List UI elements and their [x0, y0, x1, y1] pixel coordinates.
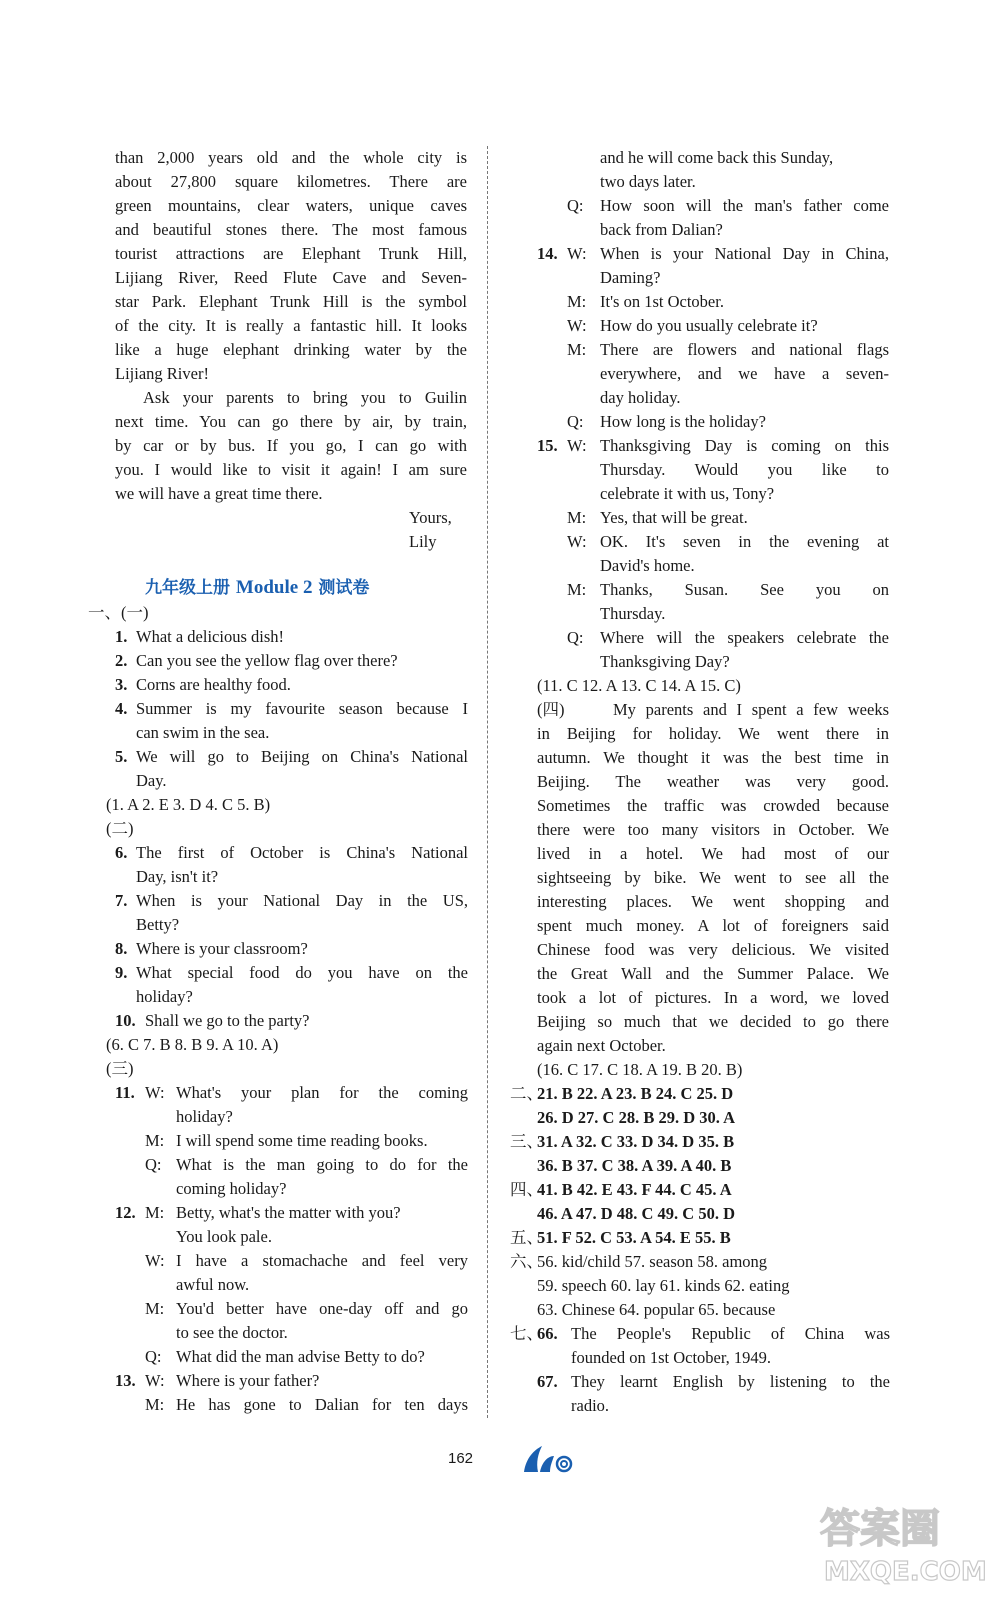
dialogue-15: 15. W: Thanksgiving Day is coming on this Thursday. Would you like to celebrate it with us, Tony? M: Yes, that will be great. W: OK. It's seven in the evening at David's home. M: Thanks, Susan. See you on Thursday. Q: Where will the speakers celebrate the Thanksgiving Day? [537, 436, 889, 671]
svg-text:答案圈: 答案圈 [820, 1506, 940, 1552]
list-item: 1. What a delicious dish! [115, 627, 285, 646]
dialogue-13-continued: and he will come back this Sunday, two days later. Q: How soon will the man's father come back from Dalian? [567, 148, 889, 239]
list-item: 7. When is your National Day in the US, Betty? [115, 891, 468, 934]
list-item: 10. Shall we go to the party? [115, 1011, 310, 1030]
list-item: 5. We will go to Beijing on China's National Day. [115, 747, 468, 790]
list-item: 8. Where is your classroom? [115, 939, 308, 958]
text-line: than 2,000 years old and the whole city is [115, 148, 467, 167]
text-line: tourist attractions are Elephant Trunk Hill, [115, 244, 467, 263]
passage: (四) My parents and I spent a few weeks in Beijing for holiday. We went there in autumn. We thought it was the best time in Beijing. The weather was very good. Sometimes the traffic was crowded because there were too many visitors in October. We lived in a hotel. We had most of our sightseeing by bike. We went to see all the interesting places. We went shopping and spent much money. A lot of foreigners said Chinese food was very delicious. We visited the Great Wall and the Summer Palace. We took a lot of pictures. In a word, we loved Beijing so much that we decided to go there again next October. [537, 700, 889, 1055]
part-label: (三) [106, 1059, 134, 1078]
dialogue-12: 12. M: Betty, what's the matter with you? You look pale. W: I have a stomachache and feel very awful now. M: You'd better have one-day off and go to see the doctor. Q: What did the man advise Betty to do? [115, 1203, 468, 1366]
answer-row: 五、 51. F 52. C 53. A 54. E 55. B [510, 1228, 731, 1247]
answer-row: 二、 21. B 22. A 23. B 24. C 25. D [510, 1084, 734, 1103]
text-line: Ask your parents to bring you to Guilin [143, 388, 467, 407]
section-title-cn: 九年级上册 [145, 578, 230, 598]
answer-row: 59. speech 60. lay 61. kinds 62. eating [537, 1276, 790, 1295]
part-label: 一、(一) [88, 603, 149, 622]
part7: 七、 66. The People's Republic of China was founded on 1st October, 1949. 67. They learnt English by listening to the radio. [510, 1324, 890, 1415]
list-item: 6. The first of October is China's National Day, isn't it? [115, 843, 468, 886]
letter-closing: Yours, [409, 508, 452, 527]
list-item: 9. What special food do you have on the holiday? [115, 963, 468, 1006]
section-title-test: 测试卷 [318, 578, 370, 598]
list-item: 4. Summer is my favourite season because I can swim in the sea. [115, 699, 468, 742]
answer-row: 六、 56. kid/child 57. season 58. among [510, 1252, 768, 1271]
text-line: like a huge elephant drinking water by the [115, 340, 467, 359]
column-divider [487, 146, 488, 1418]
list-item: 2. Can you see the yellow flag over there? [115, 651, 398, 670]
answer-key: (11. C 12. A 13. C 14. A 15. C) [537, 676, 741, 695]
text-line: of the city. It is really a fantastic hill. It looks [115, 316, 467, 335]
text-line: green mountains, clear waters, unique caves [115, 196, 467, 215]
text-line: we will have a great time there. [115, 484, 323, 503]
text-line: Lijiang River, Reed Flute Cave and Seven- [115, 268, 467, 287]
letter-signature: Lily [409, 532, 437, 551]
list-item: 3. Corns are healthy food. [115, 675, 291, 694]
part1-items [88, 625, 468, 1417]
dialogue-13: 13. W: Where is your father? M: He has gone to Dalian for ten days [115, 1371, 468, 1414]
left-answers [88, 601, 468, 1417]
answer-row: 36. B 37. C 38. A 39. A 40. B [537, 1156, 732, 1175]
text-line: by car or by bus. If you go, I can go with [115, 436, 467, 455]
svg-text:MXQE.COM: MXQE.COM [824, 1557, 987, 1587]
text-line: star Park. Elephant Trunk Hill is the symbol [115, 292, 467, 311]
answer-row: 46. A 47. D 48. C 49. C 50. D [537, 1204, 736, 1223]
section-title-module: Module 2 [235, 577, 313, 598]
answer-key: (16. C 17. C 18. A 19. B 20. B) [537, 1060, 743, 1079]
left-column [115, 146, 467, 554]
dialogue-14: 14. W: When is your National Day in China, Daming? M: It's on 1st October. W: How do you usually celebrate it? M: There are flowers and national flags everywhere, and we have a seven- day holiday. Q: How long is the holiday? [537, 244, 889, 431]
answer-row: 四、 41. B 42. E 43. F 44. C 45. A [510, 1180, 732, 1199]
answer-row: 63. Chinese 64. popular 65. because [537, 1300, 776, 1319]
text-line: next time. You can go there by air, by train, [115, 412, 467, 431]
letter-paragraph-2 [115, 386, 467, 506]
right-column [537, 146, 889, 1082]
right-answer-grid [510, 1082, 890, 1418]
text-line: Lijiang River! [115, 364, 209, 383]
answer-key: (1. A 2. E 3. D 4. C 5. B) [106, 795, 271, 814]
answer-key: (6. C 7. B 8. B 9. A 10. A) [106, 1035, 279, 1054]
answer-row: 26. D 27. C 28. B 29. D 30. A [537, 1108, 736, 1127]
section-title [145, 574, 369, 602]
text-line: and beautiful stones there. The most famous [115, 220, 467, 239]
part-label: (二) [106, 819, 134, 838]
text-line: you. I would like to visit it again! I am sure [115, 460, 467, 479]
letter-paragraph-1 [115, 146, 467, 386]
watermark-logo [810, 1500, 990, 1595]
page-number: 162 [448, 1450, 474, 1467]
answer-row: 三、 31. A 32. C 33. D 34. D 35. B [510, 1132, 735, 1151]
swirl-ornament-icon [520, 1444, 576, 1481]
text-line: about 27,800 square kilometres. There are [115, 172, 467, 191]
dialogue-11: 11. W: What's your plan for the coming holiday? M: I will spend some time reading books. Q: What is the man going to do for the coming holiday? [115, 1083, 468, 1198]
